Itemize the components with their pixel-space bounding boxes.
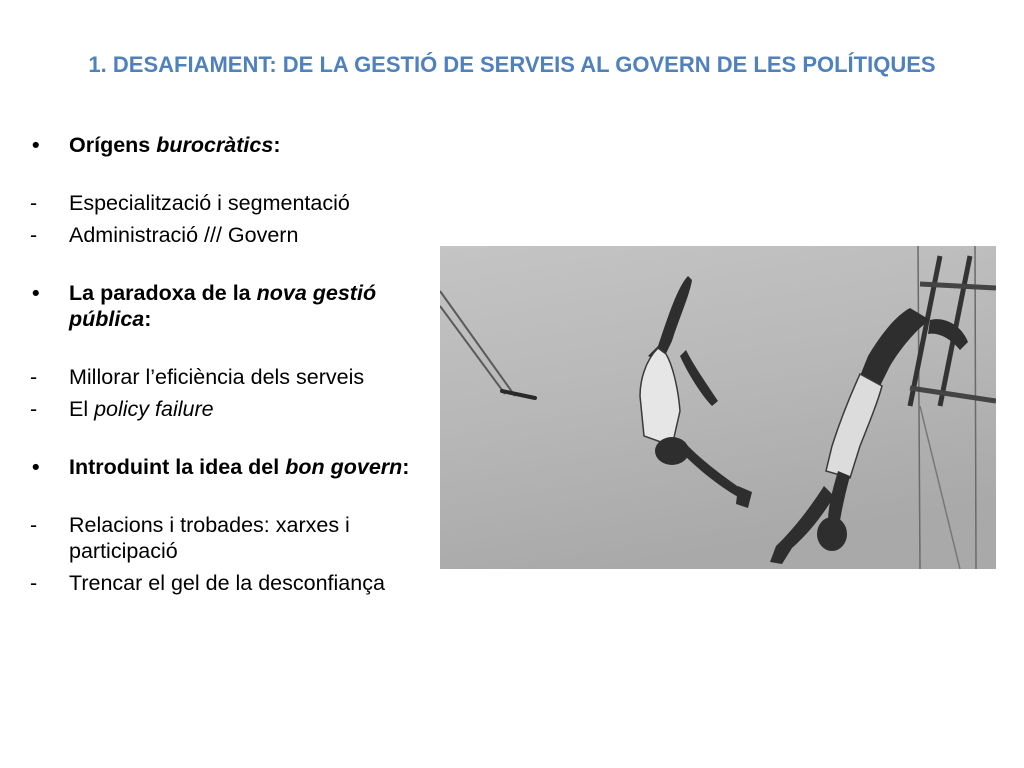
dash-marker: -: [30, 223, 38, 247]
dash-marker: -: [30, 191, 38, 215]
slide-content: [30, 132, 430, 596]
dash-marker: -: [30, 365, 38, 389]
list-item: - Trencar el gel de la desconfiança: [30, 571, 385, 595]
section-heading-paradoxa: • La paradoxa de la nova gestió pública:: [32, 281, 377, 331]
list-item: - Especialització i segmentació: [30, 191, 350, 215]
bullet-marker: •: [32, 281, 40, 305]
bullet-marker: •: [32, 133, 40, 157]
slide-title: 1. DESAFIAMENT: DE LA GESTIÓ DE SERVEIS AL GOVERN DE LES POLÍTIQUES: [88, 52, 936, 77]
list-item: - Relacions i trobades: xarxes i participació: [30, 513, 350, 563]
list-item: - El policy failure: [30, 397, 214, 421]
list-item: - Millorar l’eficiència dels serveis: [30, 365, 365, 389]
dash-marker: -: [30, 397, 38, 421]
section-heading-bon-govern: • Introduint la idea del bon govern:: [32, 455, 410, 479]
section-heading-origens: • Orígens burocràtics:: [32, 133, 281, 157]
list-item: - Administració /// Govern: [30, 223, 299, 247]
bullet-marker: •: [32, 455, 40, 479]
dash-marker: -: [30, 571, 38, 595]
dash-marker: -: [30, 513, 38, 537]
trapeze-artists-photo: [440, 246, 996, 569]
